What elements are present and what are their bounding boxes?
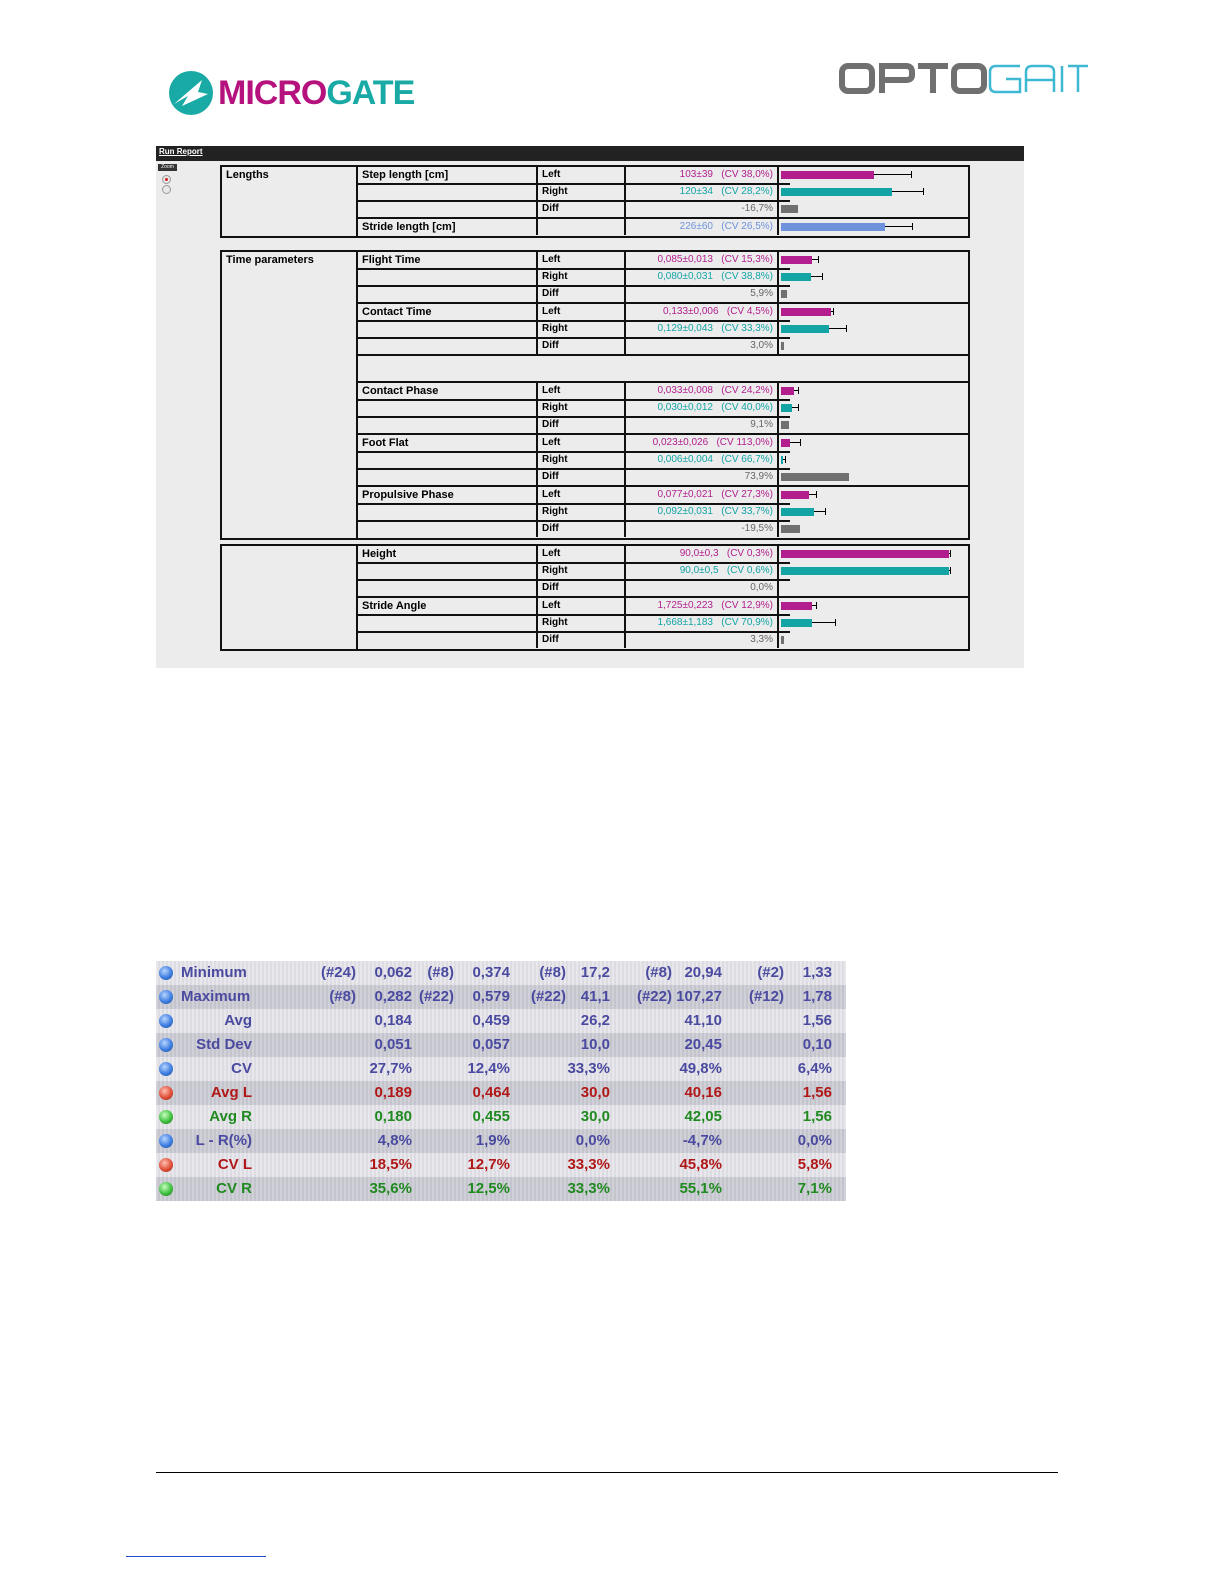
value-bar [781,456,783,464]
error-bar-cap [816,602,817,609]
stats-value-cell: 5,8% [797,1156,832,1173]
stats-value-cell: 26,2 [580,1012,610,1029]
microgate-wordmark: MICROGATE [218,74,415,112]
side-label: Right [536,321,626,337]
value-bar [781,567,949,575]
bar-cell [779,435,968,451]
stats-index-cell: (#22) [530,988,566,1005]
stats-value-cell: 20,94 [684,964,722,981]
report-title[interactable]: Run Report [159,147,203,156]
parameter-group [358,435,968,486]
side-label: Diff [536,338,626,354]
parameter-group [358,598,968,649]
stats-value-cell: 1,56 [802,1108,832,1125]
stats-value-cell: 30,0 [580,1108,610,1125]
parameter-label: Stride length [cm] [362,221,456,233]
side-label: Right [536,184,626,200]
bar-cell [779,487,968,503]
parameter-label: Contact Phase [362,385,439,397]
stats-value-cell: 0,464 [472,1084,510,1101]
microgate-logo [168,68,414,118]
error-bar [812,622,834,623]
optogait-logo [838,62,1088,101]
blue-bullet-icon [159,990,173,1004]
value-text: 0,0% [626,580,779,596]
stats-row-label: Avg R [209,1108,252,1125]
error-bar [811,276,822,277]
error-bar [790,442,799,443]
parameter-row [536,219,968,235]
stats-value-cell: 33,3% [567,1156,610,1173]
bar-cell [779,469,968,485]
bar-cell [779,546,968,562]
stats-row-label: Std Dev [196,1036,252,1053]
stats-row-label: CV [231,1060,252,1077]
side-label: Right [536,400,626,416]
parameter-label: Contact Time [362,306,432,318]
value-text: 0,006±0,004 (CV 66,7%) [626,452,779,468]
value-text: 0,077±0,021 (CV 27,3%) [626,487,779,503]
bar-cell [779,321,968,337]
blue-bullet-icon [159,1134,173,1148]
zoom-radio-off[interactable] [162,185,171,194]
parameter-row [536,338,968,354]
footer-link-underline [126,1556,266,1557]
parameter-row [536,269,968,285]
value-bar [781,473,849,481]
statistics-table [156,961,846,1203]
stats-value-cell: 0,10 [802,1036,832,1053]
value-text: 0,085±0,013 (CV 15,3%) [626,252,779,268]
stats-row-label: CV R [216,1180,252,1197]
stats-value-cell: 0,0% [797,1132,832,1149]
red-bullet-icon [159,1086,173,1100]
value-text: -16,7% [626,201,779,217]
value-text: 0,023±0,026 (CV 113,0%) [626,435,779,451]
parameter-group [358,304,968,355]
value-bar [781,491,809,499]
stats-value-cell: 12,5% [467,1180,510,1197]
stats-value-cell: 7,1% [797,1180,832,1197]
error-bar [829,328,846,329]
stats-index-cell: (#8) [427,964,454,981]
stats-value-cell: 18,5% [369,1156,412,1173]
value-text: 5,9% [626,286,779,302]
parameter-group [358,219,968,236]
bar-cell [779,338,968,354]
bar-cell [779,580,968,596]
stats-row [156,1129,846,1153]
side-label: Left [536,252,626,268]
stats-value-cell: 0,189 [374,1084,412,1101]
error-bar-cap [835,619,836,626]
value-bar [781,223,885,231]
value-bar [781,508,814,516]
value-bar [781,256,812,264]
stats-row [156,961,846,985]
side-label: Diff [536,469,626,485]
value-bar [781,636,784,644]
error-bar-cap [950,550,951,557]
parameter-group [358,487,968,538]
stats-value-cell: 0,0% [575,1132,610,1149]
stats-value-cell: 17,2 [580,964,610,981]
value-text: 226±60 (CV 26,5%) [626,219,779,235]
error-bar-cap [923,188,924,195]
value-text: 0,133±0,006 (CV 4,5%) [626,304,779,320]
stats-index-cell: (#22) [418,988,454,1005]
stats-row-label: Minimum [181,964,247,981]
bar-cell [779,504,968,520]
error-bar-cap [911,171,912,178]
stats-index-cell: (#12) [748,988,784,1005]
stats-value-cell: 1,33 [802,964,832,981]
parameter-row [536,286,968,302]
stats-value-cell: 107,27 [676,988,722,1005]
bar-cell [779,304,968,320]
stats-value-cell: 30,0 [580,1084,610,1101]
stats-row [156,1153,846,1177]
parameter-row [536,469,968,485]
value-bar [781,205,798,213]
value-text: 3,0% [626,338,779,354]
error-bar-cap [798,387,799,394]
stats-value-cell: 0,455 [472,1108,510,1125]
stats-value-cell: 1,56 [802,1012,832,1029]
bar-cell [779,417,968,433]
error-bar-cap [950,567,951,574]
stats-value-cell: 0,051 [374,1036,412,1053]
parameter-row [536,184,968,200]
parameter-row [536,417,968,433]
error-bar-cap [833,308,834,315]
value-bar [781,421,789,429]
side-label: Left [536,546,626,562]
side-label: Right [536,563,626,579]
stats-value-cell: 1,56 [802,1084,832,1101]
stats-row [156,1081,846,1105]
stats-row [156,985,846,1009]
side-label: Right [536,615,626,631]
side-label: Diff [536,286,626,302]
green-bullet-icon [159,1182,173,1196]
value-text: 0,080±0,031 (CV 38,8%) [626,269,779,285]
value-text: 0,092±0,031 (CV 33,7%) [626,504,779,520]
parameter-group [358,167,968,218]
parameter-row [536,598,968,614]
stats-value-cell: 41,1 [580,988,610,1005]
stats-index-cell: (#2) [757,964,784,981]
stats-index-cell: (#22) [636,988,672,1005]
stats-index-cell: (#8) [329,988,356,1005]
footer-divider [156,1472,1058,1473]
value-text: 3,3% [626,632,779,648]
stats-value-cell: 0,579 [472,988,510,1005]
value-bar [781,273,811,281]
zoom-label: Zoom [158,164,177,171]
parameter-row [536,580,968,596]
stats-value-cell: 35,6% [369,1180,412,1197]
parameter-row [536,504,968,520]
bar-cell [779,201,968,217]
report-title-bar [156,146,1024,161]
parameter-group [358,383,968,434]
block-label: Time parameters [222,252,358,538]
parameter-row [536,201,968,217]
stats-value-cell: 1,78 [802,988,832,1005]
error-bar [814,511,825,512]
stats-value-cell: 42,05 [684,1108,722,1125]
blue-bullet-icon [159,1014,173,1028]
blue-bullet-icon [159,1062,173,1076]
parameter-group [358,546,968,597]
green-bullet-icon [159,1110,173,1124]
side-label: Left [536,304,626,320]
value-text: 0,030±0,012 (CV 40,0%) [626,400,779,416]
report-block [220,250,970,540]
value-bar [781,550,949,558]
value-bar [781,404,792,412]
parameter-row [536,252,968,268]
bar-cell [779,615,968,631]
value-bar [781,619,812,627]
parameter-label [358,356,536,382]
parameter-row [536,452,968,468]
parameter-row [536,321,968,337]
zoom-radio-on[interactable] [162,175,171,184]
parameter-row [536,304,968,320]
block-label: Lengths [222,167,358,236]
parameter-row [536,521,968,537]
error-bar [892,191,923,192]
parameter-row [536,487,968,503]
side-label [536,219,626,235]
stats-value-cell: 0,062 [374,964,412,981]
value-text: 120±34 (CV 28,2%) [626,184,779,200]
run-report-panel [156,146,1024,668]
stats-value-cell: 55,1% [679,1180,722,1197]
stats-row-label: Avg [224,1012,252,1029]
parameter-group [358,356,968,382]
stats-row-label: L - R(%) [195,1132,252,1149]
stats-row [156,1057,846,1081]
parameter-row [536,167,968,183]
stats-value-cell: 0,374 [472,964,510,981]
bar-cell [779,598,968,614]
value-bar [781,188,892,196]
parameter-row [536,563,968,579]
side-label: Left [536,598,626,614]
bar-cell [779,167,968,183]
value-bar [781,525,800,533]
stats-value-cell: 0,282 [374,988,412,1005]
stats-value-cell: 49,8% [679,1060,722,1077]
side-label: Right [536,452,626,468]
side-label: Right [536,269,626,285]
value-text: 103±39 (CV 38,0%) [626,167,779,183]
stats-value-cell: 40,16 [684,1084,722,1101]
stats-value-cell: 33,3% [567,1060,610,1077]
error-bar-cap [825,508,826,515]
side-label: Diff [536,632,626,648]
stats-index-cell: (#24) [320,964,356,981]
value-text: 9,1% [626,417,779,433]
error-bar-cap [846,325,847,332]
stats-row [156,1009,846,1033]
error-bar-cap [785,456,786,463]
side-label: Left [536,487,626,503]
stats-value-cell: 0,180 [374,1108,412,1125]
parameter-group [358,252,968,303]
stats-value-cell: 41,10 [684,1012,722,1029]
stats-row-label: CV L [217,1156,252,1173]
parameter-label: Foot Flat [362,437,409,449]
value-bar [781,171,874,179]
blue-bullet-icon [159,966,173,980]
error-bar-cap [800,439,801,446]
value-text: 0,033±0,008 (CV 24,2%) [626,383,779,399]
optogait-wordmark-icon [838,62,1088,96]
stats-value-cell: 4,8% [377,1132,412,1149]
side-label: Diff [536,521,626,537]
bar-cell [779,252,968,268]
error-bar-cap [818,256,819,263]
stats-value-cell: 27,7% [369,1060,412,1077]
parameter-label: Step length [cm] [362,169,449,181]
value-bar [781,602,812,610]
red-bullet-icon [159,1158,173,1172]
stats-value-cell: 20,45 [684,1036,722,1053]
stats-value-cell: 33,3% [567,1180,610,1197]
error-bar-cap [798,404,799,411]
parameter-label: Propulsive Phase [362,489,454,501]
stats-value-cell: 12,7% [467,1156,510,1173]
stats-index-cell: (#8) [539,964,566,981]
blue-bullet-icon [159,1038,173,1052]
parameter-row [536,383,968,399]
error-bar [885,226,913,227]
side-label: Right [536,504,626,520]
stats-value-cell: 45,8% [679,1156,722,1173]
parameter-row [536,632,968,648]
stats-value-cell: 1,9% [475,1132,510,1149]
bar-cell [779,269,968,285]
stats-value-cell: 12,4% [467,1060,510,1077]
bar-cell [779,219,968,235]
bar-cell [779,286,968,302]
block-label [222,546,358,649]
stats-value-cell: 0,057 [472,1036,510,1053]
side-label: Diff [536,580,626,596]
microgate-mark-icon [168,70,214,116]
side-label: Diff [536,417,626,433]
value-bar [781,342,784,350]
error-bar-cap [912,223,913,230]
stats-value-cell: 0,184 [374,1012,412,1029]
value-bar [781,387,794,395]
parameter-row [536,435,968,451]
value-text: 1,668±1,183 (CV 70,9%) [626,615,779,631]
value-text: 90,0±0,3 (CV 0,3%) [626,546,779,562]
error-bar [809,494,816,495]
bar-cell [779,452,968,468]
error-bar-cap [816,491,817,498]
stats-value-cell: 0,459 [472,1012,510,1029]
parameter-row [536,615,968,631]
parameter-row [536,546,968,562]
value-text: 1,725±0,223 (CV 12,9%) [626,598,779,614]
side-label: Left [536,167,626,183]
value-bar [781,325,829,333]
parameter-label: Stride Angle [362,600,427,612]
parameter-label: Height [362,548,397,560]
bar-cell [779,400,968,416]
stats-row [156,1033,846,1057]
stats-value-cell: 10,0 [580,1036,610,1053]
value-bar [781,439,790,447]
stats-row [156,1177,846,1201]
side-label: Left [536,383,626,399]
value-text: 0,129±0,043 (CV 33,3%) [626,321,779,337]
bar-cell [779,184,968,200]
bar-cell [779,632,968,648]
stats-row [156,1105,846,1129]
value-text: 90,0±0,5 (CV 0,6%) [626,563,779,579]
value-text: -19,5% [626,521,779,537]
report-block [220,544,970,651]
bar-cell [779,383,968,399]
parameter-row [536,400,968,416]
parameter-label: Flight Time [362,254,421,266]
bar-cell [779,563,968,579]
stats-value-cell: -4,7% [682,1132,722,1149]
side-label: Left [536,435,626,451]
value-text: 73,9% [626,469,779,485]
stats-value-cell: 6,4% [797,1060,832,1077]
value-bar [781,290,787,298]
bar-cell [779,521,968,537]
stats-row-label: Avg L [210,1084,252,1101]
error-bar [874,174,911,175]
stats-row-label: Maximum [181,988,251,1005]
stats-index-cell: (#8) [645,964,672,981]
side-label: Diff [536,201,626,217]
value-bar [781,308,831,316]
report-block [220,165,970,238]
error-bar-cap [822,273,823,280]
